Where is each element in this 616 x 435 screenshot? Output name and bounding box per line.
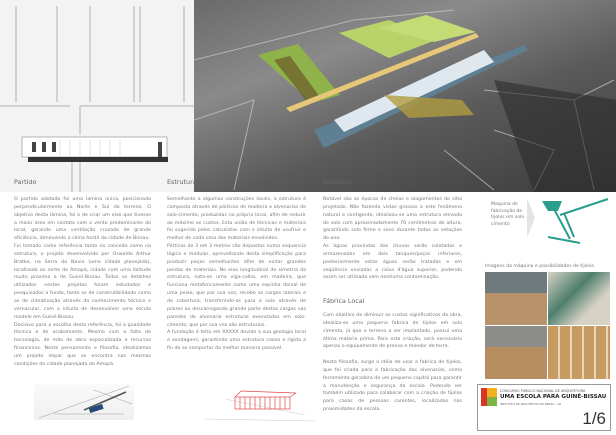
paragraph: Decisivo para a escolha desta referência, foi a qualidade técnica e de acabamento. Mesmo com a falta de tecnologia, de mão de obra especializada e recursos financeiros. Neste pensamento e filosofia, idealizamos um projeto impar que se encontra nas mesmas condições da cidade planejada do Amapá.	[14, 322, 151, 367]
machine-caption: Maquina de fabricação de tijolos em solo cimento	[491, 202, 525, 227]
paragraph: Notável são as épocas de cheias e alagamentos do sítio projetado. Não fazendo vistas grossas a este fenômeno natural e contigente, idealizou-se uma estrutura elevada do solo com aproximadamente 70 centímetros de altura, garantindo solo firme e seco durante todas as estações do ano.	[323, 197, 462, 242]
paragraph: Semelhante a algumas construções locais, a estrutura é composta através de pórticos de madeira e alvenarias de solo-cimento, produzidas no próprio local, afim de reduzir ao máximo os custos. Esta união de técnicas e materiais foi sugerida pelos calculistas com o intuito de usufruir o melhor de cada uma dos materiais envolvidos.	[167, 197, 306, 242]
gallery-photo	[485, 326, 547, 379]
paragraph: Nesta filosofia, surge a idéia de usar a fabrica de tijolos, que foi criada para a fabricação das alvenarias, como ferramenta geradora de um pequeno capital para garantir a manutenção e segurança da escola. Podendo ser também utilizado para colaborar com a criação de tijolos para casas de pessoas carentes, localizadas nas proximidades da escola.	[323, 360, 462, 413]
paragraph: Foi tomado como referência tanto no conceito como na estrutura, o projeto desenvolvido por Oswaldo Arthur Bratke, na Serra do Navio (uma cidade planejada), localizada ao norte do Amapá, cidade com uma latitude muito proxima a de Guiné-Bissau. Todos os detalhes utilizados nestes projetos foram estudados e pesquisados a fundo, tanto os de construtibilidade como os de climatização através do conhecimento técnico e vernacular, com o intuito de desenvolver uma escola modelo em Guiné-Bissau.	[14, 244, 151, 320]
gallery-photo	[548, 326, 610, 379]
institute-name: INSTITUTO DE ARQUITETOS DO BRASIL - CE	[500, 402, 562, 406]
paragraph: Com objetivo de diminuir os custos significativos da obra, idealiza-se uma pequena fabrica de tijolos em solo cimento, já que o terreno a ser implantado, possui uma ótima materia prima. Para esta criação, será necessário apenas o equipamento de prensa e moedor de terra.	[323, 313, 462, 350]
structure-sketch	[205, 385, 315, 425]
page-number: 1/6	[582, 409, 606, 428]
logo-block	[487, 388, 497, 397]
gallery-photo	[485, 272, 547, 325]
estrutura-text	[167, 196, 306, 353]
gallery-photo	[548, 272, 610, 325]
partido-text	[14, 196, 151, 369]
contest-name: CONCURSO PÚBLICO NACIONAL DE ARQUITETURA	[500, 389, 586, 393]
machine-gallery	[485, 272, 610, 379]
perspective-sketch	[34, 384, 134, 420]
title-block	[477, 384, 611, 431]
paragraph: Pórticos de 3 em 3 metros são dispostos numa sequencia lógica e modular, aproveitando desta simplificação para produzir peças semelhantes afim de evitar grandes perdas de materiais. No eixo longitudinal de simetria da estrutura, nota-se uma viga-calha, em madeira, que funciona metaforicamente como uma espinha dorsal de uma peixe, que por sua vez, recebe as cargas laterais e de cobertura, transferindo-as para o solo através de pilares ou descarregando grande parte destas cargas nas paredes de alvenaria estrutural executadas em solo-cimento, que por sua vez são estruturais.	[167, 244, 306, 328]
gallery-caption: Imagens da máquina e possibilidades de tijolos.	[485, 264, 596, 269]
fabrica-heading: Fábrica Local	[323, 297, 365, 305]
fabrica-text	[323, 312, 462, 414]
project-title: UMA ESCOLA PARA GUINÉ-BISSAU	[500, 394, 607, 400]
paragraph: As águas provindas das chuvas serão coletadas e armazenadas em dois tanques/poços inferiores, posteriormente estas águas serão tratadas e em seqüência enviadas a caixa d'água superior, podendo assim ser utilizada sem nenhuma contaminação.	[323, 244, 462, 281]
partido-heading: Partido	[14, 178, 37, 186]
natureza-text	[323, 196, 462, 282]
arrow-icon	[527, 198, 535, 238]
aerial-render	[194, 0, 616, 192]
paragraph: O partido adotado foi uma lamina única, posicionada perpendicularmente ao Norte e Sul do terreno. O objetivo desta lâmina, foi o de criar um eixo que tivesse a maior área em contato com o vento predominante do local, gerando uma ventilação cruzada de grande eficiência, diminuindo o clima hostil da cidade de Bissau.	[14, 197, 151, 242]
estrutura-heading: Estrutura	[167, 178, 197, 186]
floor-plan-drawing	[0, 0, 194, 192]
natureza-heading: Natureza	[323, 178, 352, 186]
paragraph: A fundação é feita em XXXXX devido a sua geologia local e sondagens, garantindo uma estrutura coesa e rígida a fin de se comportar da melhor maneira possível.	[167, 330, 306, 352]
logo-block	[487, 397, 497, 406]
brick-machine-image	[540, 195, 612, 245]
